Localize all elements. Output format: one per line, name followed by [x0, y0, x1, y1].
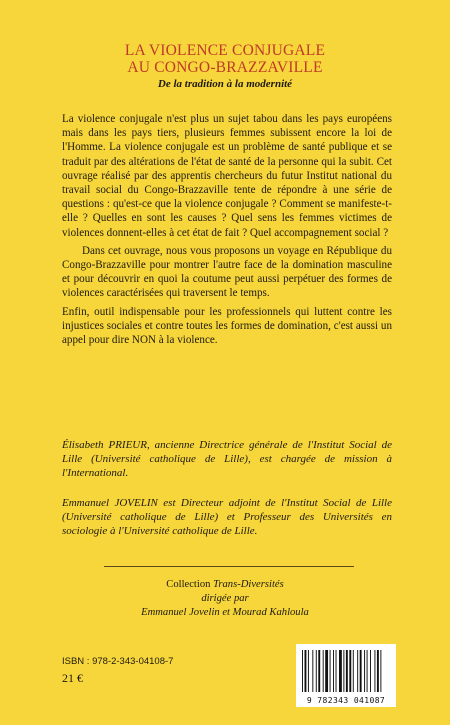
barcode-bar	[346, 650, 348, 692]
title-line-1: LA VIOLENCE CONJUGALE	[124, 42, 326, 59]
barcode-bar	[380, 650, 381, 692]
barcode-bar	[312, 650, 313, 692]
author-bio-prieur: Élisabeth PRIEUR, ancienne Directrice générale de l'Institut Social de Lille (Université catholique de Lille), est chargée de mission à l'International.	[62, 439, 392, 479]
barcode-bar	[325, 650, 328, 692]
barcode-bar	[336, 650, 337, 692]
barcode-bar	[349, 650, 351, 692]
barcode-bars	[296, 644, 396, 696]
barcode-bar	[323, 650, 324, 692]
barcode-bar	[343, 650, 344, 692]
barcode-bar	[318, 650, 320, 692]
blurb	[62, 112, 392, 351]
collection-editors: Emmanuel Jovelin et Mourad Kahloula	[141, 607, 309, 618]
barcode-bar	[330, 650, 331, 692]
collection-info	[0, 578, 450, 620]
book-title	[0, 42, 450, 76]
barcode-bar	[367, 650, 368, 692]
divider	[104, 566, 354, 567]
author-bios	[62, 438, 392, 554]
barcode-bar	[316, 650, 317, 692]
barcode-bar	[333, 650, 334, 692]
blurb-paragraph-2: Dans cet ouvrage, nous vous proposons un voyage en République du Congo-Brazzaville pour montrer l'autre face de la domination masculine et pour découvrir en quoi la coutume peut aussi perpétuer des formes de violences caractérisées qui traversent le temps.	[62, 244, 392, 300]
isbn: ISBN : 978-2-343-04108-7	[62, 656, 174, 667]
collection-name: Trans-Diversités	[213, 579, 284, 590]
blurb-paragraph-3: Enfin, outil indispensable pour les professionnels qui luttent contre les injustices sociales et contre toutes les formes de domination, c'est aussi un appel pour dire NON à la violence.	[62, 305, 392, 347]
barcode-bar	[360, 650, 362, 692]
barcode-digits: 9 782343 041087	[306, 696, 386, 705]
barcode-bar	[357, 650, 358, 692]
title-line-2: AU CONGO-BRAZZAVILLE	[127, 59, 323, 76]
barcode-bar	[364, 650, 365, 692]
collection-label: Collection	[166, 579, 211, 590]
barcode-bar	[374, 650, 375, 692]
blurb-paragraph-1: La violence conjugale n'est plus un sujet tabou dans les pays européens mais dans les pays tiers, plusieurs femmes subissent encore la loi de l'Homme. La violence conjugale est un problème de santé publique et se traduit par des altérations de l'état de santé de la personne qui la subit. Cet ouvrage réalisé par des apprentis chercheurs du futur Institut national du travail social du Congo-Brazzaville tente de répondre à une série de questions : qu'est-ce que la violence conjugale ? Comment se manifeste-t-elle ? Quelles en sont les causes ? Quel sens les femmes victimes de violences donnent-elles à cet état de fait ? Quel accompagnement social ?	[62, 113, 392, 239]
collection-line	[0, 578, 450, 592]
barcode-bar	[353, 650, 354, 692]
barcode-bar	[308, 650, 309, 692]
barcode-bar	[339, 650, 342, 692]
barcode-bar	[370, 650, 371, 692]
barcode	[296, 644, 396, 707]
barcode-bar	[305, 650, 307, 692]
barcode-bar	[377, 650, 379, 692]
price: 21 €	[62, 671, 83, 685]
book-subtitle: De la tradition à la modernité	[157, 78, 293, 90]
barcode-bar	[302, 650, 303, 692]
author-bio-jovelin: Emmanuel JOVELIN est Directeur adjoint de l'Institut Social de Lille (Université catholique de Lille) et Professeur des Universités en sociologie à l'Université catholique de Lille.	[62, 497, 392, 537]
collection-directed-by: dirigée par	[201, 593, 249, 604]
